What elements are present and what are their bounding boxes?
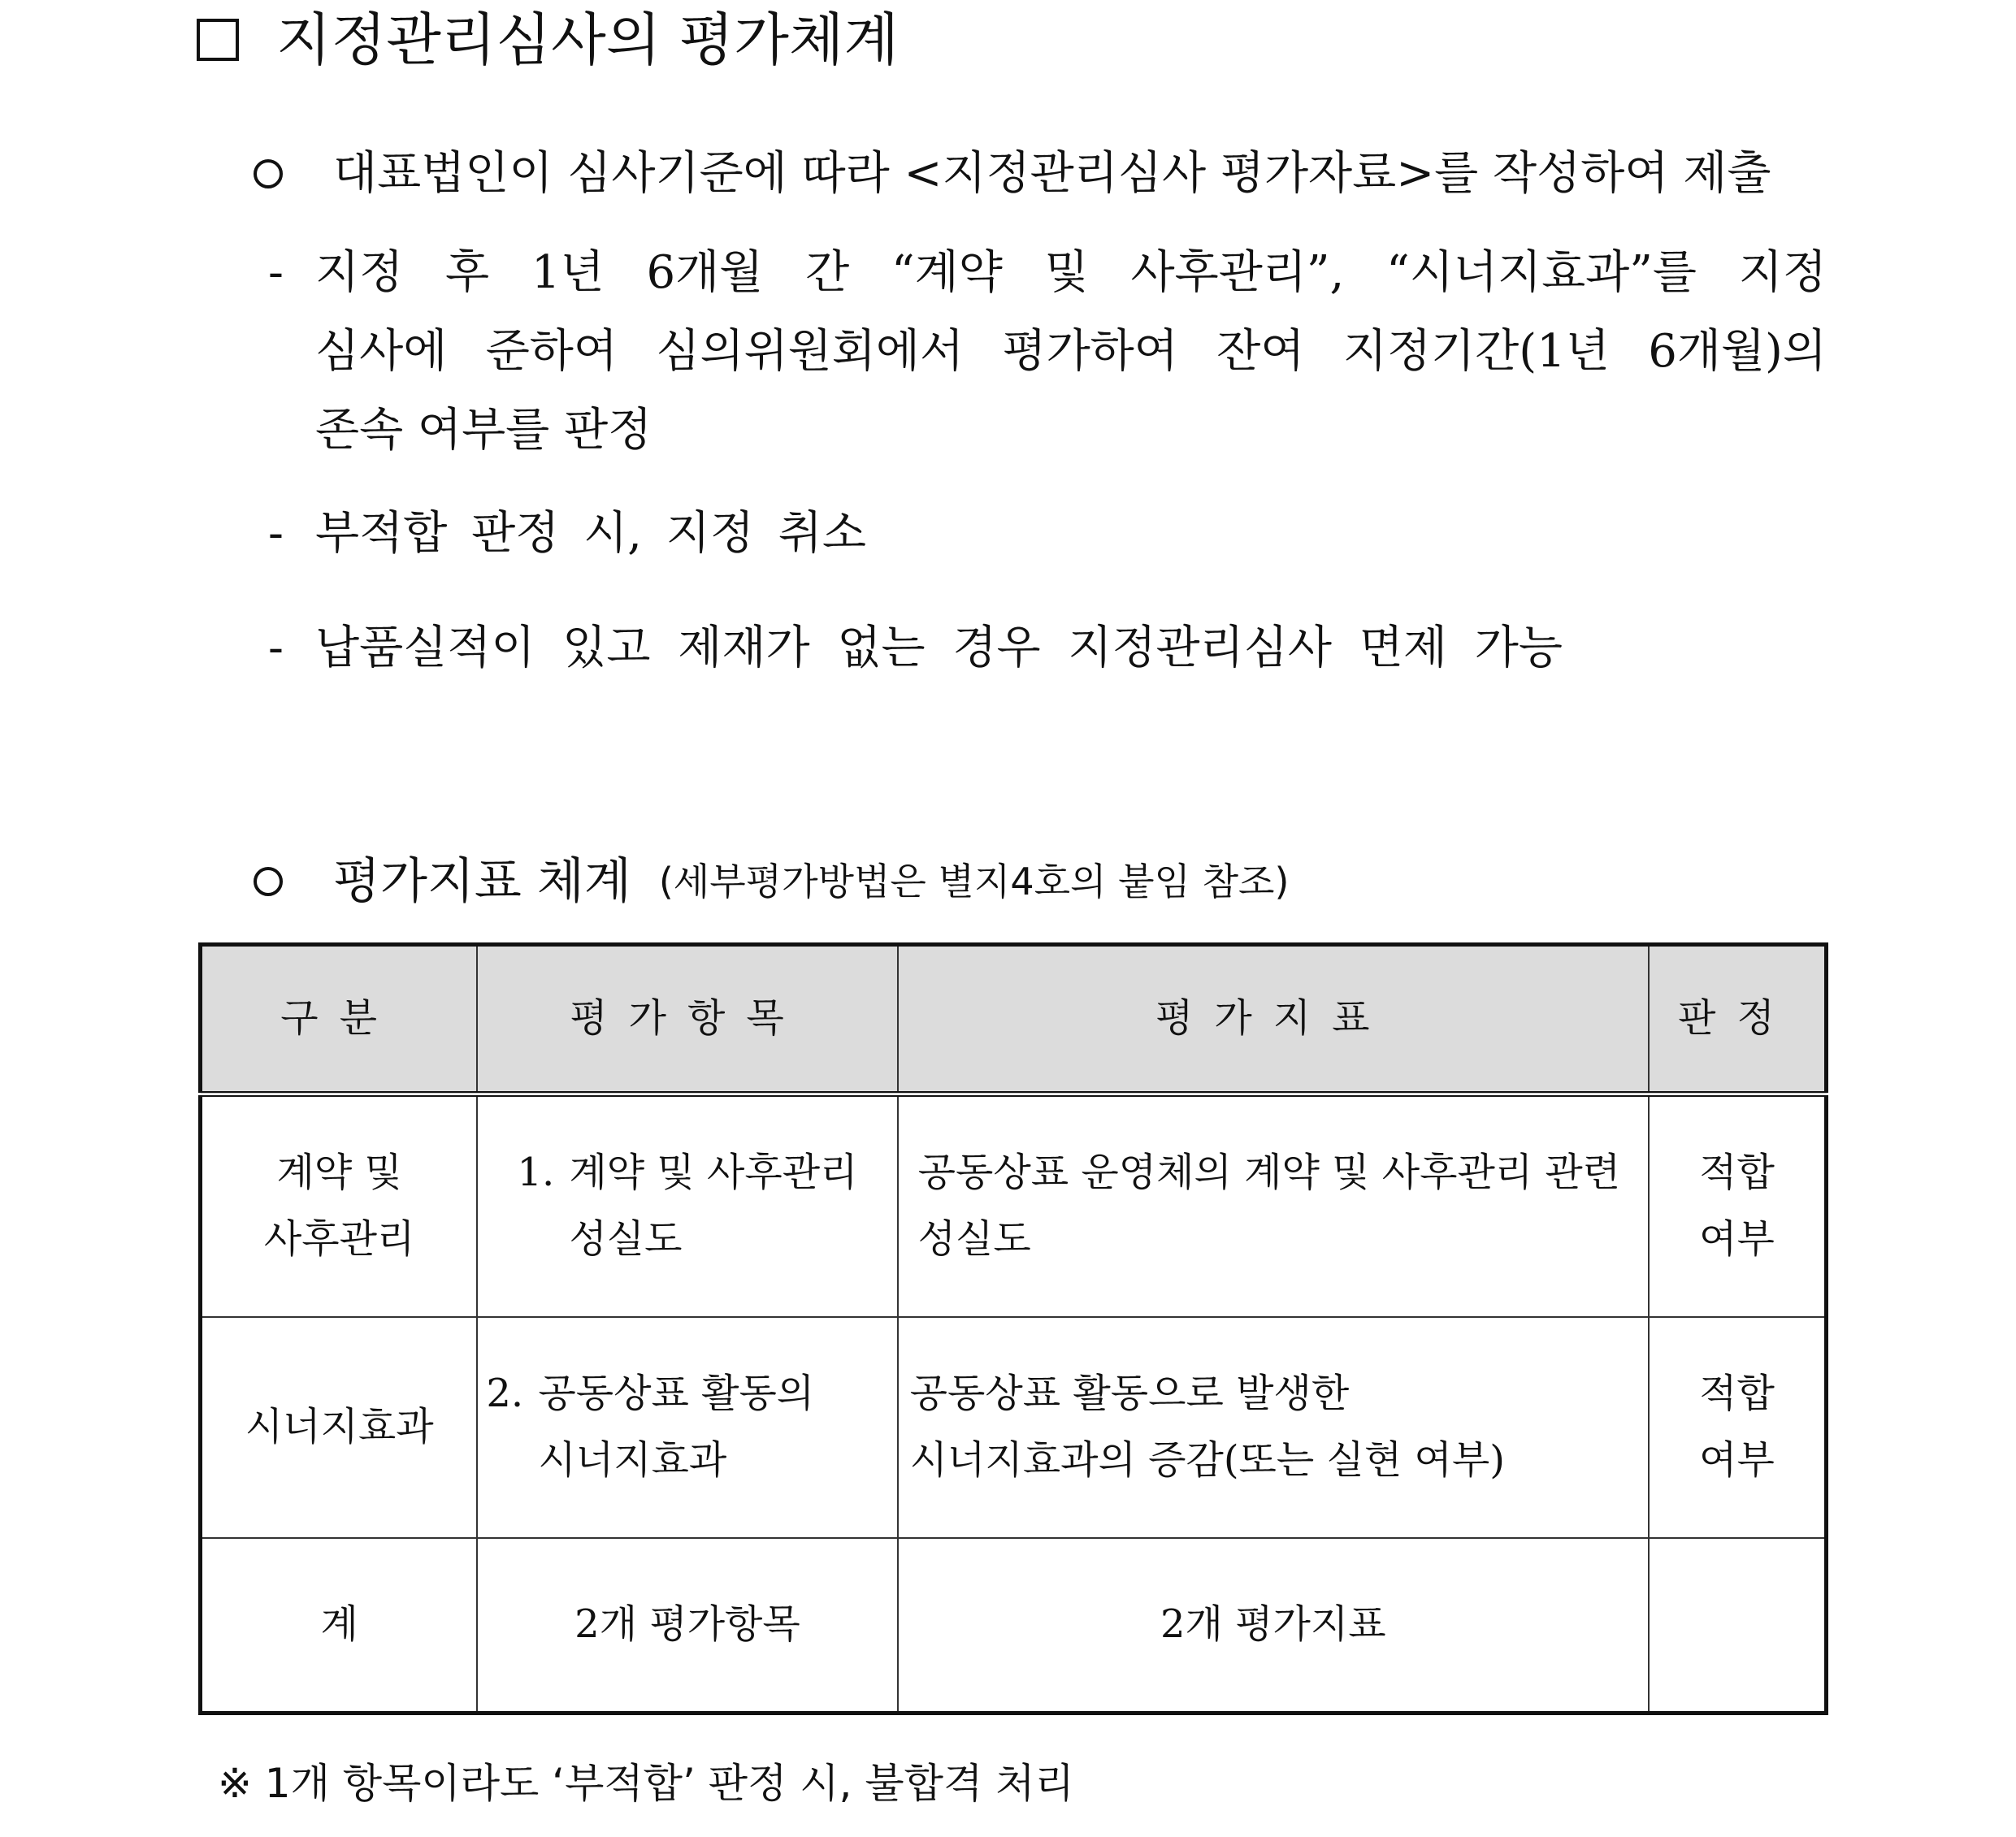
indicator-line: 성실도 bbox=[917, 1216, 1031, 1262]
row-category bbox=[201, 1094, 478, 1318]
item-block bbox=[517, 1140, 857, 1272]
dash-bullet-icon: - bbox=[268, 507, 284, 560]
evaluation-table bbox=[198, 942, 1828, 1715]
judgment-line: 적합 bbox=[1699, 1371, 1775, 1417]
item-line: 성실도 bbox=[569, 1216, 683, 1262]
section-title-text: 지정관리심사의 평가체계 bbox=[276, 6, 900, 73]
row-item bbox=[477, 1317, 897, 1538]
item-line: 공동상표 활동의 bbox=[538, 1371, 815, 1417]
row-category bbox=[201, 1317, 478, 1538]
table-row bbox=[201, 1094, 1827, 1318]
dash-bullet-icon: - bbox=[268, 246, 284, 299]
table-row bbox=[201, 1317, 1827, 1538]
footnote: ※ 1개 항목이라도 ‘부적합’ 판정 시, 불합격 처리 bbox=[218, 1760, 1074, 1807]
category-line: 사후관리 bbox=[263, 1216, 415, 1262]
indicator-line: 공동상표 운영체의 계약 및 사후관리 관련 bbox=[917, 1150, 1621, 1196]
index-section-note: (세부평가방법은 별지4호의 붙임 참조) bbox=[658, 860, 1290, 903]
category-line: 계약 및 bbox=[276, 1150, 402, 1196]
row-indicator bbox=[898, 1317, 1649, 1538]
detail-3-text: 납품실적이 있고 제재가 없는 경우 지정관리심사 면제 가능 bbox=[315, 622, 1563, 674]
circle-bullet-icon bbox=[254, 159, 283, 188]
checkbox-square-icon bbox=[197, 19, 239, 61]
detail-2-text: 부적합 판정 시, 지정 취소 bbox=[315, 507, 866, 560]
judgment-line: 여부 bbox=[1699, 1437, 1775, 1483]
row-judgment bbox=[1649, 1094, 1827, 1318]
detail-1-line-2: 심사에 준하여 심의위원회에서 평가하여 잔여 지정기간(1년 6개월)의 bbox=[315, 325, 1827, 378]
item-number: 2. bbox=[486, 1371, 524, 1417]
intro-bullet bbox=[254, 147, 1771, 200]
row-indicator bbox=[898, 1094, 1649, 1318]
header-judgment: 판정 bbox=[1649, 945, 1827, 1094]
index-section-title: 평가지표 체계 bbox=[333, 853, 631, 910]
circle-bullet-icon bbox=[254, 867, 283, 896]
header-indicator: 평가지표 bbox=[898, 945, 1649, 1094]
item-line: 시너지효과 bbox=[538, 1437, 727, 1483]
judgment-line: 적합 bbox=[1699, 1150, 1775, 1196]
row-judgment bbox=[1649, 1317, 1827, 1538]
judgment-line: 여부 bbox=[1699, 1216, 1775, 1262]
detail-1-line-3: 존속 여부를 판정 bbox=[315, 404, 652, 457]
total-indicator: 2개 평가지표 bbox=[898, 1538, 1649, 1714]
detail-1-line-1: 지정 후 1년 6개월 간 “계약 및 사후관리”, “시너지효과”를 지정 bbox=[315, 246, 1827, 299]
table-header-row bbox=[201, 945, 1827, 1094]
header-category: 구분 bbox=[201, 945, 478, 1094]
header-item: 평가항목 bbox=[477, 945, 897, 1094]
row-item bbox=[477, 1094, 897, 1318]
dash-bullet-icon: - bbox=[268, 622, 284, 674]
table-total-row bbox=[201, 1538, 1827, 1714]
intro-text: 대표법인이 심사기준에 따라 <지정관리심사 평가자료>를 작성하여 제출 bbox=[333, 147, 1771, 200]
item-line: 계약 및 사후관리 bbox=[569, 1150, 858, 1196]
indicator-line: 공동상표 활동으로 발생한 bbox=[909, 1371, 1350, 1417]
category-line: 시너지효과 bbox=[245, 1404, 434, 1450]
total-item: 2개 평가항목 bbox=[477, 1538, 897, 1714]
section-title bbox=[197, 6, 900, 73]
item-number: 1. bbox=[517, 1150, 555, 1196]
index-section-heading bbox=[254, 853, 1290, 910]
total-category: 계 bbox=[201, 1538, 478, 1714]
total-judgment bbox=[1649, 1538, 1827, 1714]
indicator-line: 시너지효과의 증감(또는 실현 여부) bbox=[909, 1437, 1506, 1483]
item-block bbox=[486, 1361, 814, 1493]
